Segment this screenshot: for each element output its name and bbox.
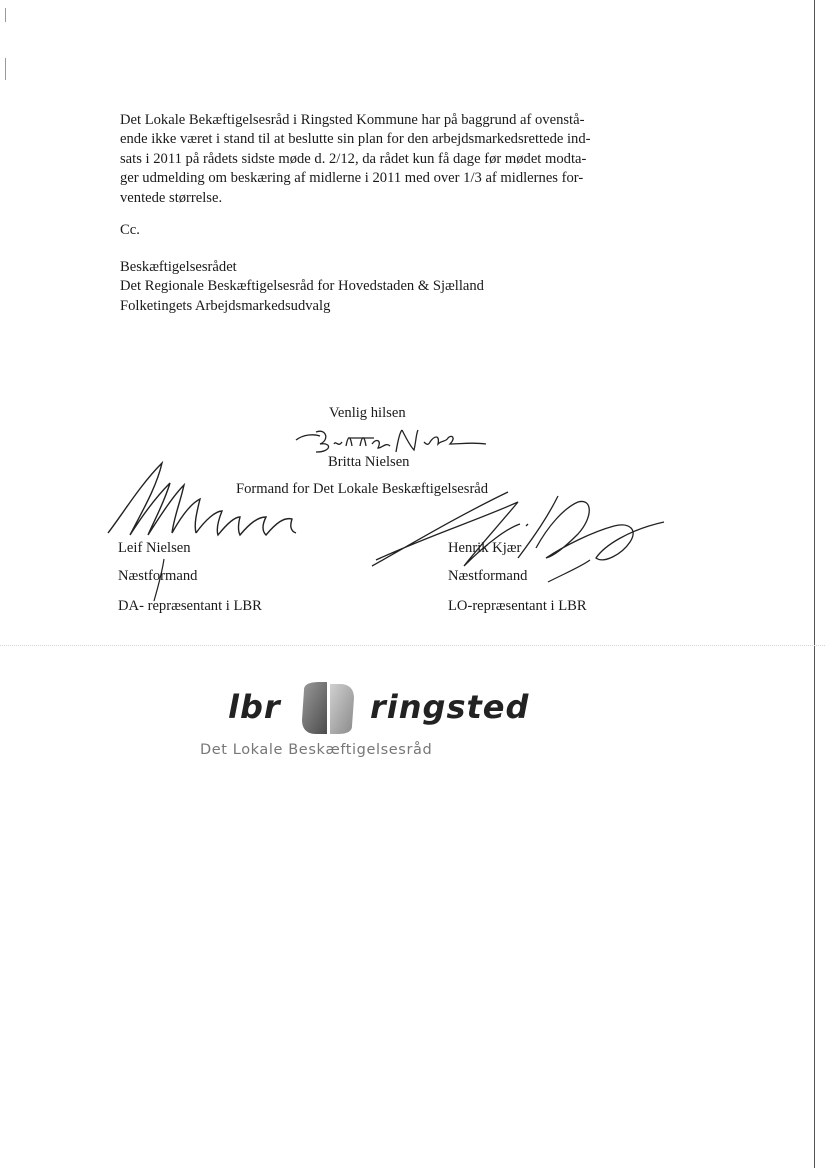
page-fold-line: [0, 645, 825, 646]
logo-mark-icon: [298, 682, 356, 734]
paragraph-line: ger udmelding om beskæring af midlerne i 2011 med over 1/3 af midlernes for-: [120, 170, 584, 187]
lbr-ringsted-logo: [224, 688, 564, 732]
paragraph-line: ventede størrelse.: [120, 189, 223, 206]
signatory-role: Næstformand: [448, 568, 528, 584]
scan-mark: [5, 8, 6, 22]
logo-right-word: ringsted: [370, 688, 530, 726]
cc-recipient: Beskæftigelsesrådet: [120, 259, 237, 275]
closing-greeting: Venlig hilsen: [329, 405, 406, 421]
logo-tagline: Det Lokale Beskæftigelsesråd: [200, 742, 433, 758]
body-paragraph: [120, 111, 640, 208]
scan-mark: [5, 58, 6, 80]
page-edge-line: [814, 0, 815, 1168]
cc-label: Cc.: [120, 222, 140, 238]
signatory-role: Næstformand: [118, 568, 198, 584]
signatory-representation: DA- repræsentant i LBR: [118, 598, 262, 614]
chair-signature: [290, 422, 500, 458]
cc-recipient: Folketingets Arbejdsmarkedsudvalg: [120, 297, 331, 314]
chair-title: Formand for Det Lokale Beskæftigelsesråd: [236, 481, 489, 497]
paragraph-line: ende ikke været i stand til at beslutte sin plan for den arbejdsmarkedsrettede ind-: [120, 131, 591, 148]
cc-recipient: Det Regionale Beskæftigelsesråd for Hovedstaden & Sjælland: [120, 278, 484, 295]
signatory-name: Henrik Kjær: [448, 540, 522, 556]
paragraph-line: Det Lokale Bekæftigelsesråd i Ringsted Kommune har på baggrund af ovenstå-: [120, 112, 585, 128]
logo-left-word: lbr: [228, 688, 281, 726]
paragraph-line: sats i 2011 på rådets sidste møde d. 2/12, da rådet kun få dage før mødet modta-: [120, 150, 587, 167]
signatory-representation: LO-repræsentant i LBR: [448, 598, 587, 614]
chair-name: Britta Nielsen: [328, 454, 410, 470]
cc-recipient-list: [120, 258, 484, 316]
signatory-name: Leif Nielsen: [118, 540, 191, 556]
